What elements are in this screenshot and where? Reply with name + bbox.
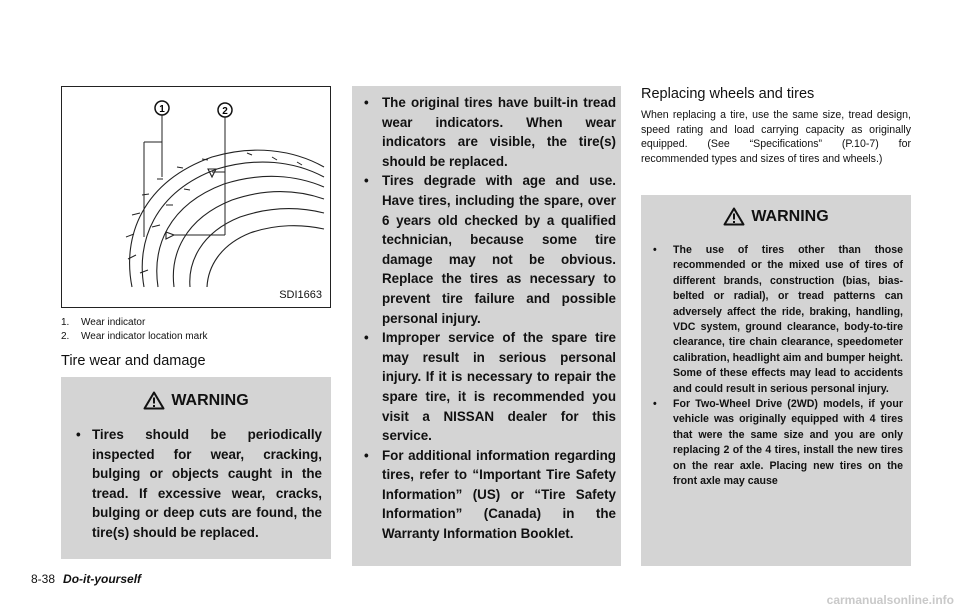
- warning-header: [61, 391, 331, 410]
- callout-2: 2: [222, 106, 228, 117]
- warning-list: [653, 243, 903, 490]
- bullet-text: The original tires have built-in tread wear indicators. When wear indicators are visible, the tire(s) should be replaced.: [382, 95, 616, 169]
- callout-1: 1: [159, 104, 165, 115]
- section-paragraph: When replacing a tire, use the same size, tread design, speed rating and load carrying capacity as originally equipped. (See “Specifications” (P.10-7) for recommended types and sizes of tires and wheels.): [641, 109, 911, 165]
- legend-number: 1.: [61, 317, 70, 328]
- list-item: • The use of tires other than those recommended or the mixed use of tires of different brands, construction (bias, bias-belted or radial), or tread patterns can adversely affect the ride, braking, handling, VDC system, ground clearance, body-to-tire clearance, tire chain clearance, speedometer calibration, headlight aim and bumper height. Some of these effects may lead to accidents and could result in serious personal injury.: [653, 244, 903, 395]
- warning-box-replacing-wheels: [641, 195, 911, 566]
- bullet-text: Tires should be periodically inspected for wear, cracking, bulging or objects caught in the tread. If excessive wear, cracks, bulging or deep cuts are found, the tire(s) should be replaced.: [92, 427, 322, 540]
- warning-icon: [143, 391, 165, 410]
- tire-tread-illustration: [62, 87, 330, 307]
- list-item: • For additional information regarding tires, refer to “Important Tire Safety Information” (US) or “Tire Safety Information” (Canada) in the Warranty Information Booklet.: [364, 447, 616, 542]
- bullet-text: For Two-Wheel Drive (2WD) models, if your vehicle was originally equipped with 4 tires that were the same size and you are only replacing 2 of the 4 tires, install the new tires on the rear axle. Placing new tires on the front axle may cause: [673, 398, 903, 488]
- list-item: • For Two-Wheel Drive (2WD) models, if your vehicle was originally equipped with 4 tires that were the same size and you are only replacing 2 of the 4 tires, install the new tires on the rear axle. Placing new tires on the front axle may cause: [653, 398, 903, 488]
- warning-box-tire-wear: [61, 377, 331, 559]
- page-footer: [31, 572, 141, 586]
- legend-text: Wear indicator: [81, 317, 146, 328]
- watermark: carmanualsonline.info: [826, 593, 954, 607]
- list-item: • Tires should be periodically inspected for wear, cracking, bulging or objects caught in the tread. If excessive wear, cracks, bulging or deep cuts are found, the tire(s) should be replaced.: [76, 427, 322, 540]
- legend-item: [61, 330, 331, 344]
- warning-box-continued: [352, 86, 621, 566]
- page-number: 8-38: [31, 572, 56, 586]
- list-item: • The original tires have built-in tread wear indicators. When wear indicators are visible, the tire(s) should be replaced.: [364, 95, 616, 169]
- footer-section: Do-it-yourself: [63, 572, 142, 586]
- bullet-text: Tires degrade with age and use. Have tires, including the spare, over 6 years old checked by a qualified technician, because some tire damage may not be obvious. Replace the tires as necessary to prevent tire failure and possible personal injury.: [382, 173, 616, 326]
- section-title-tire-wear: Tire wear and damage: [61, 353, 206, 369]
- warning-label: WARNING: [171, 391, 249, 409]
- warning-list: [364, 93, 616, 544]
- figure-legend: [61, 316, 331, 344]
- list-item: • Improper service of the spare tire may result in serious personal injury. If it is necessary to repair the spare tire, it is recommended you visit a NISSAN dealer for this service.: [364, 330, 616, 444]
- section-title-replacing-wheels: Replacing wheels and tires: [641, 86, 815, 102]
- figure-id: SDI1663: [279, 289, 322, 301]
- warning-label: WARNING: [751, 207, 829, 225]
- tire-wear-figure: [61, 86, 331, 308]
- legend-text: Wear indicator location mark: [81, 331, 208, 342]
- bullet-text: For additional information regarding tires, refer to “Important Tire Safety Information” (US) or “Tire Safety Information” (Canada) in the Warranty Information Booklet.: [382, 447, 616, 542]
- list-item: • Tires degrade with age and use. Have tires, including the spare, over 6 years old checked by a qualified technician, because some tire damage may not be obvious. Replace the tires as necessary to prevent tire failure and possible personal injury.: [364, 173, 616, 326]
- warning-icon: [723, 207, 745, 226]
- legend-item: [61, 316, 331, 330]
- legend-number: 2.: [61, 331, 70, 342]
- bullet-text: The use of tires other than those recommended or the mixed use of tires of different brands, construction (bias, bias-belted or radial), or tread patterns can adversely affect the ride, braking, handling, VDC system, ground clearance, body-to-tire clearance, tire chain clearance, speedometer calibration, headlight aim and bumper height. Some of these effects may lead to accidents and could result in serious personal injury.: [673, 244, 903, 395]
- warning-list: [76, 425, 322, 543]
- bullet-text: Improper service of the spare tire may result in serious personal injury. If it is necessary to repair the spare tire, it is recommended you visit a NISSAN dealer for this service.: [382, 330, 616, 444]
- warning-header: [641, 207, 911, 226]
